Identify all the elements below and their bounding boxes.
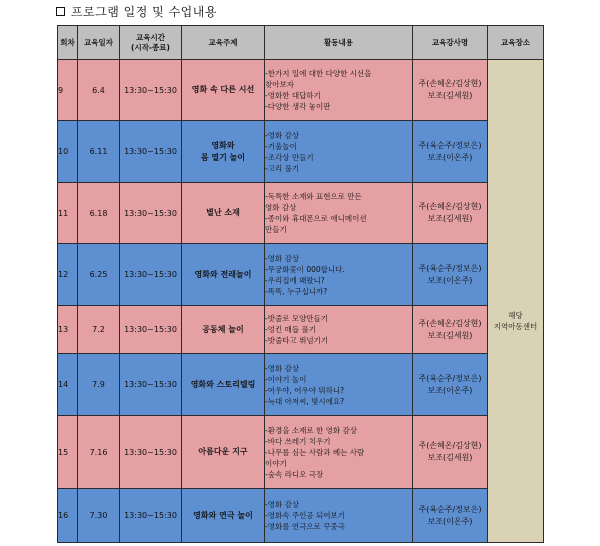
time-cell: 13:30~15:30 <box>120 416 182 489</box>
instructor-line: 주(손혜온/김상현) <box>418 79 482 88</box>
date-cell: 7.2 <box>78 306 120 354</box>
table-row <box>58 121 544 183</box>
instructor-line: 보조(이온주) <box>427 385 473 395</box>
activities-cell <box>265 416 413 489</box>
activity-line: -늑대 아저씨, 몇시에요? <box>265 396 345 406</box>
activities-cell <box>265 121 413 183</box>
activities-cell <box>265 354 413 416</box>
activity-line: 이야기 <box>265 458 287 468</box>
instructor-line: 주(육순주/정보은) <box>418 373 482 383</box>
activity-line: -영화 감상 <box>265 253 300 263</box>
activity-line: -영화 감상 <box>265 500 300 509</box>
header-cell-instructor: 교육강사명 <box>413 26 488 60</box>
checkbox-square-icon <box>56 7 65 16</box>
date-cell: 6.25 <box>78 244 120 306</box>
table-header-row <box>58 26 544 60</box>
activity-line: -거울놀이 <box>265 141 297 151</box>
instructor-line: 보조(이온주) <box>427 516 473 526</box>
activity-line: 찾아보자 <box>265 80 294 89</box>
time-cell: 13:30~15:30 <box>120 354 182 416</box>
session-number-cell: 9 <box>58 60 78 121</box>
activity-line: -밧줄타고 뛰넘기기 <box>265 336 329 345</box>
table-row <box>58 416 544 489</box>
activity-line: -이야기 놀이 <box>265 374 307 384</box>
header-cell-place: 교육장소 <box>488 26 544 60</box>
activities-cell <box>265 60 413 121</box>
instructor-line: 보조(김세원) <box>427 330 473 340</box>
instructor-line: 보조(김세원) <box>427 453 473 462</box>
section-heading <box>56 3 217 19</box>
activity-line: -고리 풀기 <box>265 163 300 173</box>
activity-line: -밧줄로 모양만들기 <box>265 314 329 323</box>
activity-line: -한가지 일에 대한 다양한 시선을 <box>265 69 372 78</box>
table-row <box>58 60 544 121</box>
time-cell: 13:30~15:30 <box>120 121 182 183</box>
session-number-cell: 16 <box>58 489 78 543</box>
date-cell: 7.9 <box>78 354 120 416</box>
instructor-cell <box>413 244 488 306</box>
time-cell: 13:30~15:30 <box>120 244 182 306</box>
instructor-cell <box>413 306 488 354</box>
header-cell-activities: 활동내용 <box>265 26 413 60</box>
date-cell: 7.30 <box>78 489 120 543</box>
activity-line: -우리집에 왜왔니? <box>265 275 325 285</box>
session-number-cell: 11 <box>58 183 78 244</box>
activity-line: -영화를 연극으로 꾸중극 <box>265 522 345 531</box>
time-cell: 13:30~15:30 <box>120 60 182 121</box>
activity-line: -엉킨 매듭 풀기 <box>265 325 316 334</box>
date-cell: 6.4 <box>78 60 120 121</box>
session-number-cell: 15 <box>58 416 78 489</box>
activity-line: -영화 감상 <box>265 363 300 373</box>
topic-cell: 영화와 연극 놀이 <box>182 489 265 543</box>
activity-line: -독특한 소재와 표현으로 만든 <box>265 192 362 201</box>
date-cell: 7.16 <box>78 416 120 489</box>
session-number-cell: 14 <box>58 354 78 416</box>
activity-line: -종이와 휴대폰으로 애니메이션 <box>265 214 367 223</box>
table-row <box>58 306 544 354</box>
activity-line: -어우야, 어우야 뭐하니? <box>265 385 345 395</box>
time-cell: 13:30~15:30 <box>120 306 182 354</box>
date-cell: 6.18 <box>78 183 120 244</box>
activities-cell <box>265 183 413 244</box>
activity-line: -바다 쓰레기 치우기 <box>265 436 331 446</box>
activity-line: -영화한 대답하기 <box>265 91 321 100</box>
instructor-line: 주(육순주/정보은) <box>418 504 482 514</box>
activity-line: 영화 감상 <box>265 203 297 212</box>
place-cell: 해당 지역아동센터 <box>488 60 544 543</box>
instructor-line: 보조(이온주) <box>427 152 473 162</box>
instructor-line: 주(손혜온/김상현) <box>418 202 482 211</box>
topic-cell: 영화 속 다른 시선 <box>182 60 265 121</box>
schedule-table <box>57 25 544 543</box>
instructor-line: 주(육순주/정보은) <box>418 140 482 150</box>
activity-line: -숲속 라디오 극장 <box>265 469 324 479</box>
time-cell: 13:30~15:30 <box>120 489 182 543</box>
time-cell: 13:30~15:30 <box>120 183 182 244</box>
activity-line: -나무를 심는 사람과 베는 사람 <box>265 447 365 457</box>
header-cell-date: 교육일자 <box>78 26 120 60</box>
topic-cell: 영화와 전래놀이 <box>182 244 265 306</box>
activity-line: -똑똑, 누구십니까? <box>265 286 328 296</box>
activity-line: -환경을 소재로 한 영화 감상 <box>265 425 357 435</box>
table-row <box>58 354 544 416</box>
section-heading-text: 프로그램 일정 및 수업내용 <box>71 4 217 19</box>
header-cell-num: 회차 <box>58 26 78 60</box>
instructor-cell <box>413 416 488 489</box>
activities-cell <box>265 489 413 543</box>
topic-cell: 영화와 스토리텔링 <box>182 354 265 416</box>
activity-line: 만들기 <box>265 225 287 234</box>
activities-cell <box>265 306 413 354</box>
header-cell-topic: 교육주제 <box>182 26 265 60</box>
instructor-cell <box>413 354 488 416</box>
topic-cell: 별난 소재 <box>182 183 265 244</box>
activity-line: -조각상 만들기 <box>265 152 314 162</box>
instructor-cell <box>413 489 488 543</box>
instructor-line: 주(손혜온/김상현) <box>418 318 482 328</box>
topic-cell: 아름다운 지구 <box>182 416 265 489</box>
header-cell-time: 교육시간 (시작-종료) <box>120 26 182 60</box>
instructor-cell <box>413 121 488 183</box>
date-cell: 6.11 <box>78 121 120 183</box>
activities-cell <box>265 244 413 306</box>
instructor-cell <box>413 183 488 244</box>
table-row <box>58 183 544 244</box>
activity-line: -무궁화꽃이 000합니다. <box>265 264 345 274</box>
instructor-line: 보조(김세원) <box>427 91 473 100</box>
instructor-line: 보조(김세원) <box>427 214 473 223</box>
topic-cell: 영화와 몸 열기 놀이 <box>182 121 265 183</box>
activity-line: -다양한 생각 놓이판 <box>265 102 331 111</box>
instructor-line: 보조(이온주) <box>427 275 473 285</box>
activity-line: -영화속 주인공 되어보기 <box>265 511 345 520</box>
instructor-cell <box>413 60 488 121</box>
session-number-cell: 13 <box>58 306 78 354</box>
activity-line: -영화 감상 <box>265 130 300 140</box>
instructor-line: 주(육순주/정보은) <box>418 263 482 273</box>
session-number-cell: 12 <box>58 244 78 306</box>
instructor-line: 주(손혜온/김상현) <box>418 441 482 450</box>
topic-cell: 공동체 놀이 <box>182 306 265 354</box>
table-row <box>58 244 544 306</box>
table-row <box>58 489 544 543</box>
session-number-cell: 10 <box>58 121 78 183</box>
